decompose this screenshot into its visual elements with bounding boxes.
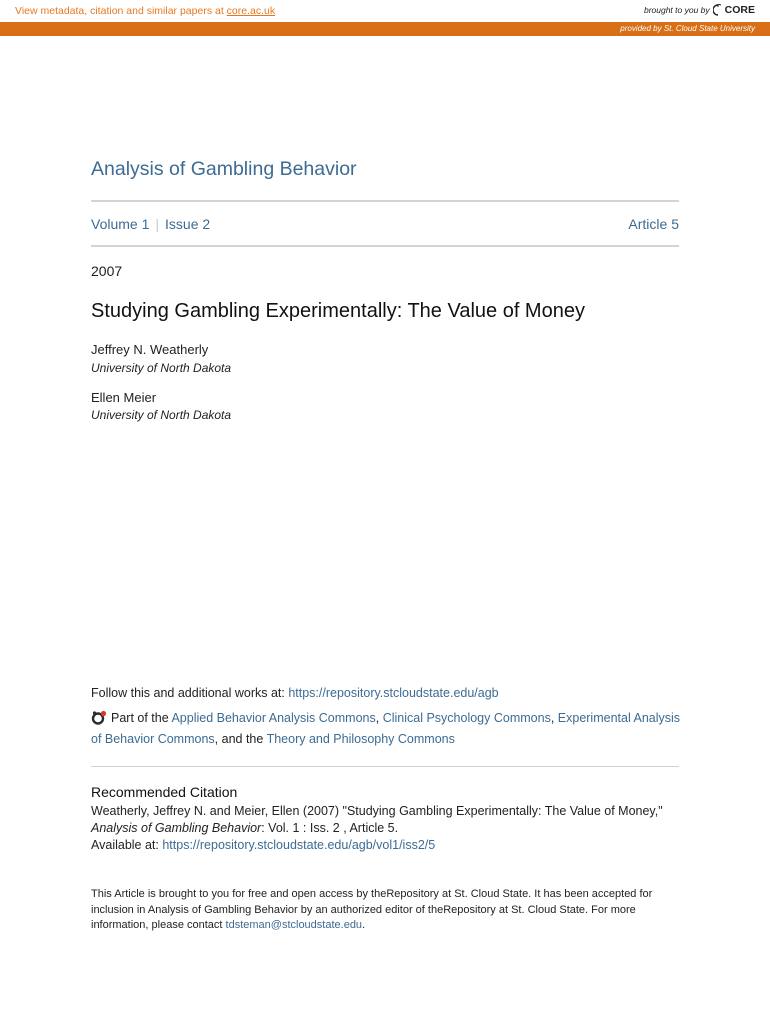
- commons-link-experimental-analysis[interactable]: Experimental Analysis of Behavior Commons: [91, 711, 681, 746]
- recommended-citation: [91, 803, 681, 854]
- metadata-notice: [15, 5, 275, 17]
- brought-by: [644, 4, 755, 16]
- citation-heading: Recommended Citation: [91, 784, 238, 800]
- commons-link-applied-behavior-analysis[interactable]: Applied Behavior Analysis Commons: [171, 711, 376, 725]
- separator: ,: [375, 711, 383, 725]
- brought-by-text: brought to you by: [643, 5, 710, 15]
- issue-navigation: [91, 216, 679, 232]
- citation-details: : Vol. 1 : Iss. 2 , Article 5.: [261, 821, 399, 835]
- network-icon: [91, 710, 108, 725]
- access-notice: [91, 887, 681, 934]
- repository-link[interactable]: https://repository.stcloudstate.edu/agb: [288, 686, 499, 700]
- core-logo[interactable]: [713, 4, 755, 16]
- paper-title: Studying Gambling Experimentally: The Value of Money: [91, 300, 585, 322]
- provided-by-text: provided by St. Cloud State University: [620, 24, 755, 33]
- author-name: Jeffrey N. Weatherly: [91, 342, 209, 357]
- part-of-commons: [91, 708, 681, 750]
- journal-title[interactable]: Analysis of Gambling Behavior: [91, 158, 357, 180]
- core-logo-icon: [713, 4, 723, 16]
- author-name: Ellen Meier: [91, 390, 157, 405]
- contact-email-link[interactable]: tdsteman@stcloudstate.edu: [225, 919, 363, 931]
- follow-prefix: Follow this and additional works at:: [91, 686, 289, 700]
- citation-availability: [91, 837, 681, 854]
- commons-link-clinical-psychology[interactable]: Clinical Psychology Commons: [382, 711, 551, 725]
- core-top-banner: [0, 0, 770, 22]
- separator: , and the: [214, 732, 267, 746]
- separator: |: [155, 216, 160, 232]
- available-prefix: Available at:: [91, 838, 163, 852]
- core-link[interactable]: core.ac.uk: [226, 5, 276, 17]
- citation-journal: Analysis of Gambling Behavior: [91, 821, 262, 835]
- citation-line: Weatherly, Jeffrey N. and Meier, Ellen (2007) "Studying Gambling Experimentally: The Value of Money,": [91, 804, 663, 818]
- article-link[interactable]: Article 5: [628, 216, 679, 232]
- core-logo-text: CORE: [724, 4, 755, 16]
- citation-source: [91, 820, 681, 837]
- part-of-prefix: Part of the: [111, 711, 172, 725]
- provider-band: [0, 22, 770, 36]
- divider: [91, 245, 679, 247]
- metadata-prefix: View metadata, citation and similar papers at: [15, 5, 227, 17]
- commons-link-theory-philosophy[interactable]: Theory and Philosophy Commons: [266, 732, 455, 746]
- notice-text: This Article is brought to you for free and open access by theRepository at St. Cloud State. It has been accepted for inclusion in Analysis of Gambling Behavior by an authorized editor of theRepository at St. Cloud State. For more information, please contact: [91, 888, 653, 931]
- follow-works: [91, 686, 499, 700]
- publication-year: 2007: [91, 263, 123, 279]
- divider: [91, 200, 679, 202]
- divider: [91, 766, 679, 767]
- notice-end: .: [362, 919, 366, 931]
- issue-link[interactable]: Issue 2: [165, 216, 211, 232]
- article-url-link[interactable]: https://repository.stcloudstate.edu/agb/vol1/iss2/5: [162, 838, 436, 852]
- volume-link[interactable]: Volume 1: [91, 216, 150, 232]
- author-affiliation: University of North Dakota: [91, 408, 232, 422]
- author-affiliation: University of North Dakota: [91, 361, 232, 375]
- separator: ,: [550, 711, 558, 725]
